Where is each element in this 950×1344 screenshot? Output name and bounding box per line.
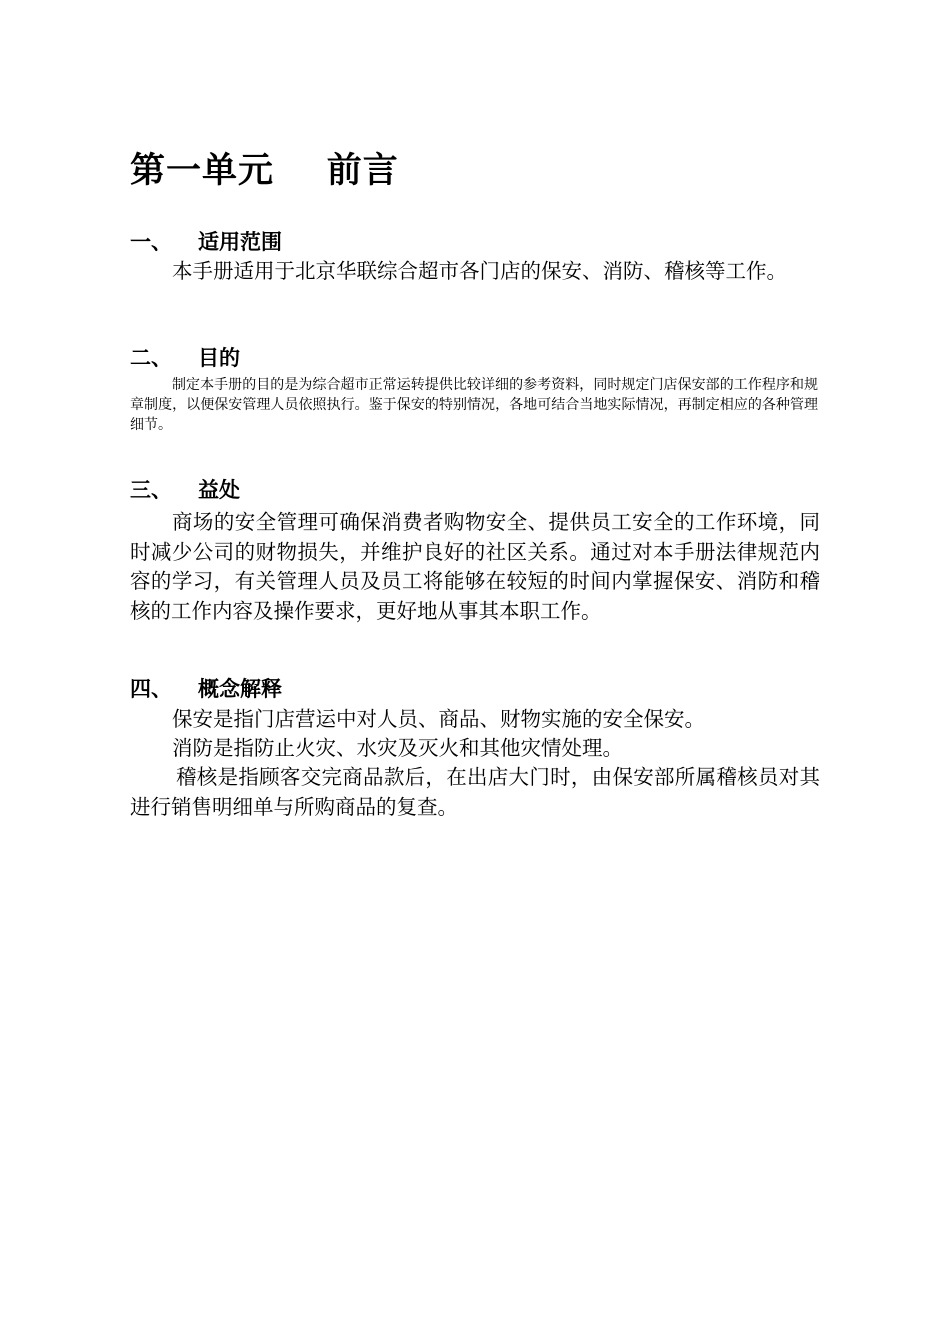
- section-number: 四、: [130, 677, 172, 701]
- definition-text: 是指顾客交完商品款后，在出店大门时，由保安部所属稽核员对其进行销售明细单与所购商品的复查。: [130, 765, 821, 819]
- page-title: 第一单元 前言: [130, 151, 399, 191]
- definition-term: 消防: [172, 736, 213, 760]
- section-title: 目的: [198, 346, 240, 370]
- definition-audit: [130, 763, 820, 822]
- section-paragraph: 商场的安全管理可确保消费者购物安全、提供员工安全的工作环境，同时减少公司的财物损失，并维护良好的社区关系。通过对本手册法律规范内容的学习，有关管理人员及员工将能够在较短的时间内掌握保安、消防和稽核的工作内容及操作要求，更好地从事其本职工作。: [130, 510, 820, 623]
- section-number: 三、: [130, 478, 172, 502]
- section-heading-definitions: [130, 675, 282, 703]
- section-number: 二、: [130, 346, 172, 370]
- section-heading-scope: [130, 228, 282, 256]
- definition-term: 保安: [172, 707, 213, 731]
- definition-fire-control: [130, 734, 820, 764]
- definition-security: [130, 705, 820, 735]
- section-title: 适用范围: [198, 230, 282, 254]
- section-paragraph: 制定本手册的目的是为综合超市正常运转提供比较详细的参考资料，同时规定门店保安部的工作程序和规章制度，以便保安管理人员依照执行。鉴于保安的特别情况，各地可结合当地实际情况，再制定相应的各种管理细节。: [130, 377, 818, 433]
- section-heading-purpose: [130, 344, 240, 372]
- definition-text: 是指门店营运中对人员、商品、财物实施的安全保安。: [213, 707, 705, 731]
- section-title: 益处: [198, 478, 240, 502]
- section-paragraph: 本手册适用于北京华联综合超市各门店的保安、消防、稽核等工作。: [172, 259, 787, 283]
- definition-text: 是指防止火灾、水灾及灭火和其他灾情处理。: [213, 736, 623, 760]
- section-title: 概念解释: [198, 677, 282, 701]
- section-heading-benefits: [130, 476, 240, 504]
- definition-term: 稽核: [176, 765, 218, 789]
- section-number: 一、: [130, 230, 172, 254]
